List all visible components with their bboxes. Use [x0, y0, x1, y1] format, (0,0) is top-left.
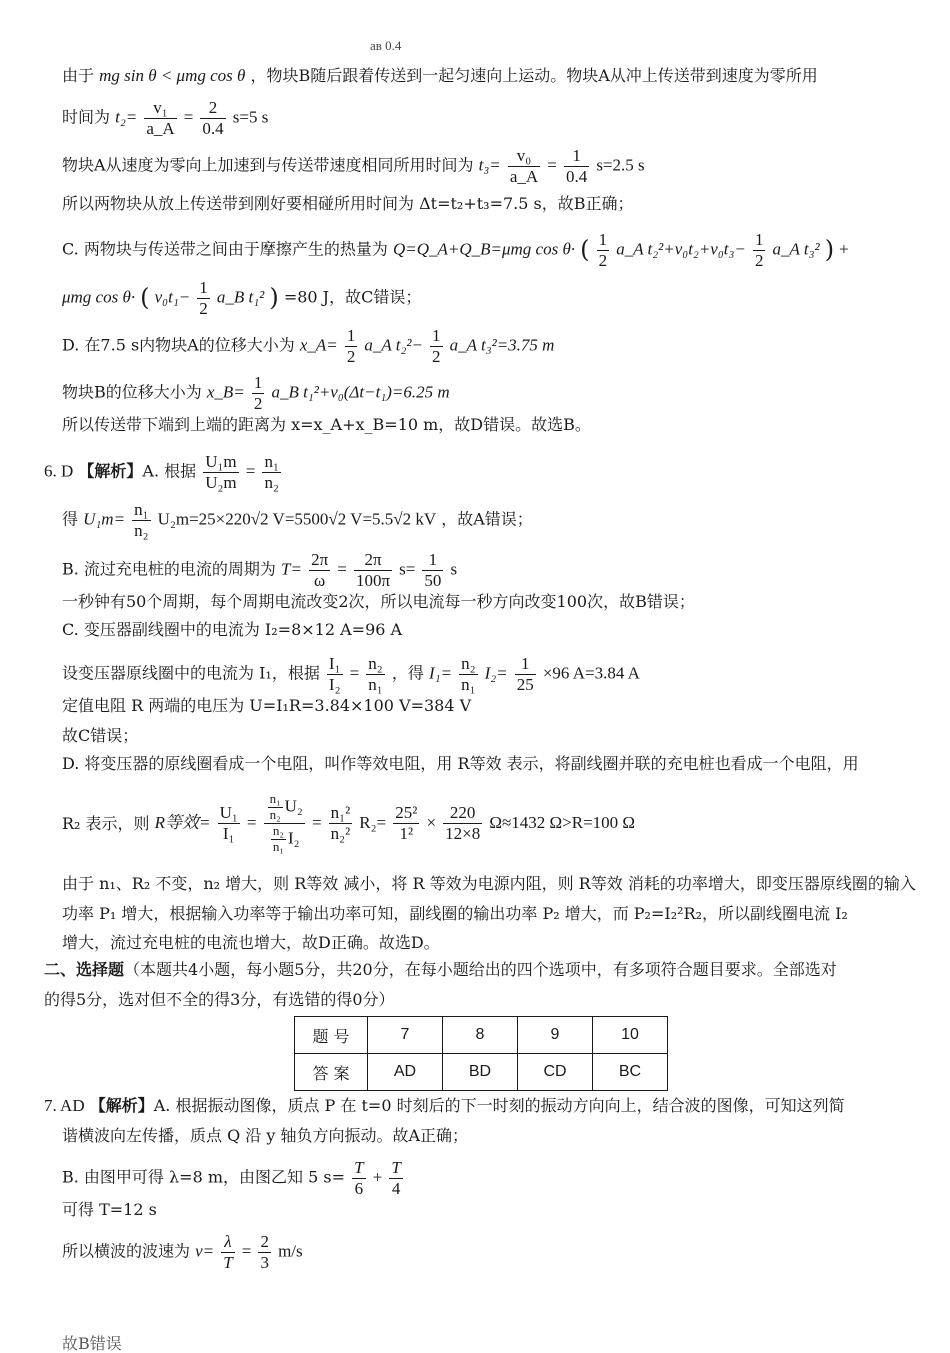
table-answer-9: CD — [518, 1054, 593, 1091]
answer-table — [294, 1016, 668, 1091]
text-line-25: B. 由图甲可得 λ=8 m，由图乙知 5 s= $\frac{T}{6}$ + $\frac{T}{4}$ — [62, 1158, 401, 1198]
table-question-10: 10 — [593, 1017, 668, 1054]
section-2-desc: 的得5分，选对但不全的得3分，有选错的得0分） — [44, 990, 395, 1009]
text-line-26: 可得 T=12 s — [62, 1200, 157, 1219]
text-line-1: 由于 mg sin θ < μmg cos θ ，物块B随后跟着传送到一起匀速向上运动。物块A从冲上传送带到速度为零所用 — [62, 66, 818, 85]
text-line-13: 一秒钟有50个周期，每个周期电流改变2次，所以电流每一秒方向改变100次，故B错误； — [62, 592, 695, 611]
table-label-answer: 答 案 — [295, 1054, 368, 1091]
q7-header: 7. AD 【解析】A. 根据振动图像，质点 P 在 t=0 时刻后的下一时刻的振动方向向上，结合波的图像，可知这列简 — [44, 1096, 845, 1115]
table-answer-10: BC — [593, 1054, 668, 1091]
bottom-fragment: 故B错误 — [62, 1334, 122, 1353]
text-line-5: C. 两物块与传送带之间由于摩擦产生的热量为 Q=Q_A+Q_B=μmg cos θ· ( $\frac{1}{2}$ a_A t₂²+v₀t₂+v₀t₃− $\frac{1}{2}$ a_A t₃² ) + — [62, 230, 849, 270]
q6-header: 6. D 【解析】A. 根据 $\frac{\text{U₁m}}{\text{U₂m}}$ = $\frac{\text{n₁}}{\text{n₂}}$ — [44, 452, 279, 492]
table-answer-7: AD — [368, 1054, 443, 1091]
text-line-11: 得 U₁m= $\frac{\text{n₁}}{\text{n₂}}$ U₂m=25×220√2 V=5500√2 V=5.5√2 kV ，故A错误； — [62, 500, 533, 540]
top-fragment: aʙ 0.4 — [370, 38, 402, 53]
table-question-8: 8 — [443, 1017, 518, 1054]
text-line-6: μmg cos θ· ( v₀t₁− $\frac{1}{2}$ a_B t₁² ) =80 J，故C错误； — [62, 278, 422, 318]
table-label-question: 题 号 — [295, 1017, 368, 1054]
text-line-18: D. 将变压器的原线圈看成一个电阻，叫作等效电阻，用 R等效 表示，将副线圈并联的充电桩也看成一个电阻，用 — [62, 754, 859, 773]
text-line-4: 所以两物块从放上传送带到刚好要相碰所用时间为 Δt=t₂+t₃=7.5 s，故B正确； — [62, 194, 634, 213]
text-line-3: 物块A从速度为零向上加速到与传送带速度相同所用时间为 t₃= $\frac{\text{v₀}}{a\_A}$ = $\frac{1}{0.4}$ s=2.5 s — [62, 146, 645, 186]
text-line-24: 谐横波向左传播，质点 Q 沿 y 轴负方向振动。故A正确； — [62, 1126, 469, 1145]
table-answer-8: BD — [443, 1054, 518, 1091]
text-line-17: 故C错误； — [62, 726, 139, 745]
text-line-8: 物块B的位移大小为 x_B= $\frac{1}{2}$ a_B t₁²+v₀(Δt−t₁)=6.25 m — [62, 373, 450, 413]
text-line-9: 所以传送带下端到上端的距离为 x=x_A+x_B=10 m，故D错误。故选B。 — [62, 415, 591, 434]
answer-table-header-row — [295, 1017, 668, 1054]
text-line-7: D. 在7.5 s内物块A的位移大小为 x_A= $\frac{1}{2}$ a_A t₂²− $\frac{1}{2}$ a_A t₃²=3.75 m — [62, 326, 555, 366]
text-line-19: R₂ 表示，则 R等效= $\frac{\text{U₁}}{\text{I₁}}$ = $\frac{\text{n₁}}{\text{n₂}}$ U₂ $\frac{\text{n₂}}{\text{n₁}}$ I₂ = $\frac{\text{n₁²}}{\text{n₂²}}$ R₂= $\frac{\text{25²}}{\text{1²}}$ × $\frac{220}{12\times 8}$ Ω≈1432 Ω>R=100 Ω — [62, 791, 636, 854]
answer-table-answer-row — [295, 1054, 668, 1091]
text-line-27: 所以横波的波速为 v= $\frac{\lambda}{T}$ = $\frac{2}{3}$ m/s — [62, 1232, 303, 1272]
text-line-2: 时间为 t₂= $\frac{\text{v₁}}{a\_A}$ = $\frac{2}{0.4}$ s=5 s — [62, 98, 269, 138]
section-2-heading: 二、选择题（本题共4小题，每小题5分，共20分，在每小题给出的四个选项中，有多项符合题目要求。全部选对 — [44, 960, 837, 979]
text-line-15: 设变压器原线圈中的电流为 I₁，根据 $\frac{\text{I₁}}{\text{I₂}}$ = $\frac{\text{n₂}}{\text{n₁}}$ ，得 I₁= $\frac{\text{n₂}}{\text{n₁}}$ I₂= $\frac{1}{25}$ ×96 A=3.84 A — [62, 654, 640, 694]
text-line-21: 功率 P₁ 增大，根据输入功率等于输出功率可知，副线圈的输出功率 P₂ 增大，而 P₂=I₂²R₂，所以副线圈电流 I₂ — [62, 904, 848, 923]
text-line-16: 定值电阻 R 两端的电压为 U=I₁R=3.84×100 V=384 V — [62, 696, 472, 715]
text-line-20: 由于 n₁、R₂ 不变，n₂ 增大，则 R等效 减小，将 R 等效为电源内阻，则 R等效 消耗的功率增大，即变压器原线圈的输入 — [62, 874, 916, 893]
text-line-14: C. 变压器副线圈中的电流为 I₂=8×12 A=96 A — [62, 620, 403, 639]
table-question-9: 9 — [518, 1017, 593, 1054]
text-line-12: B. 流过充电桩的电流的周期为 T= $\frac{2\pi}{\omega}$ = $\frac{2\pi}{100\pi}$ s= $\frac{1}{50}$ s — [62, 550, 458, 590]
table-question-7: 7 — [368, 1017, 443, 1054]
text-line-22: 增大，流过充电桩的电流也增大，故D正确。故选D。 — [62, 933, 440, 952]
condition-expr: mg sin θ < μmg cos θ — [99, 66, 246, 85]
